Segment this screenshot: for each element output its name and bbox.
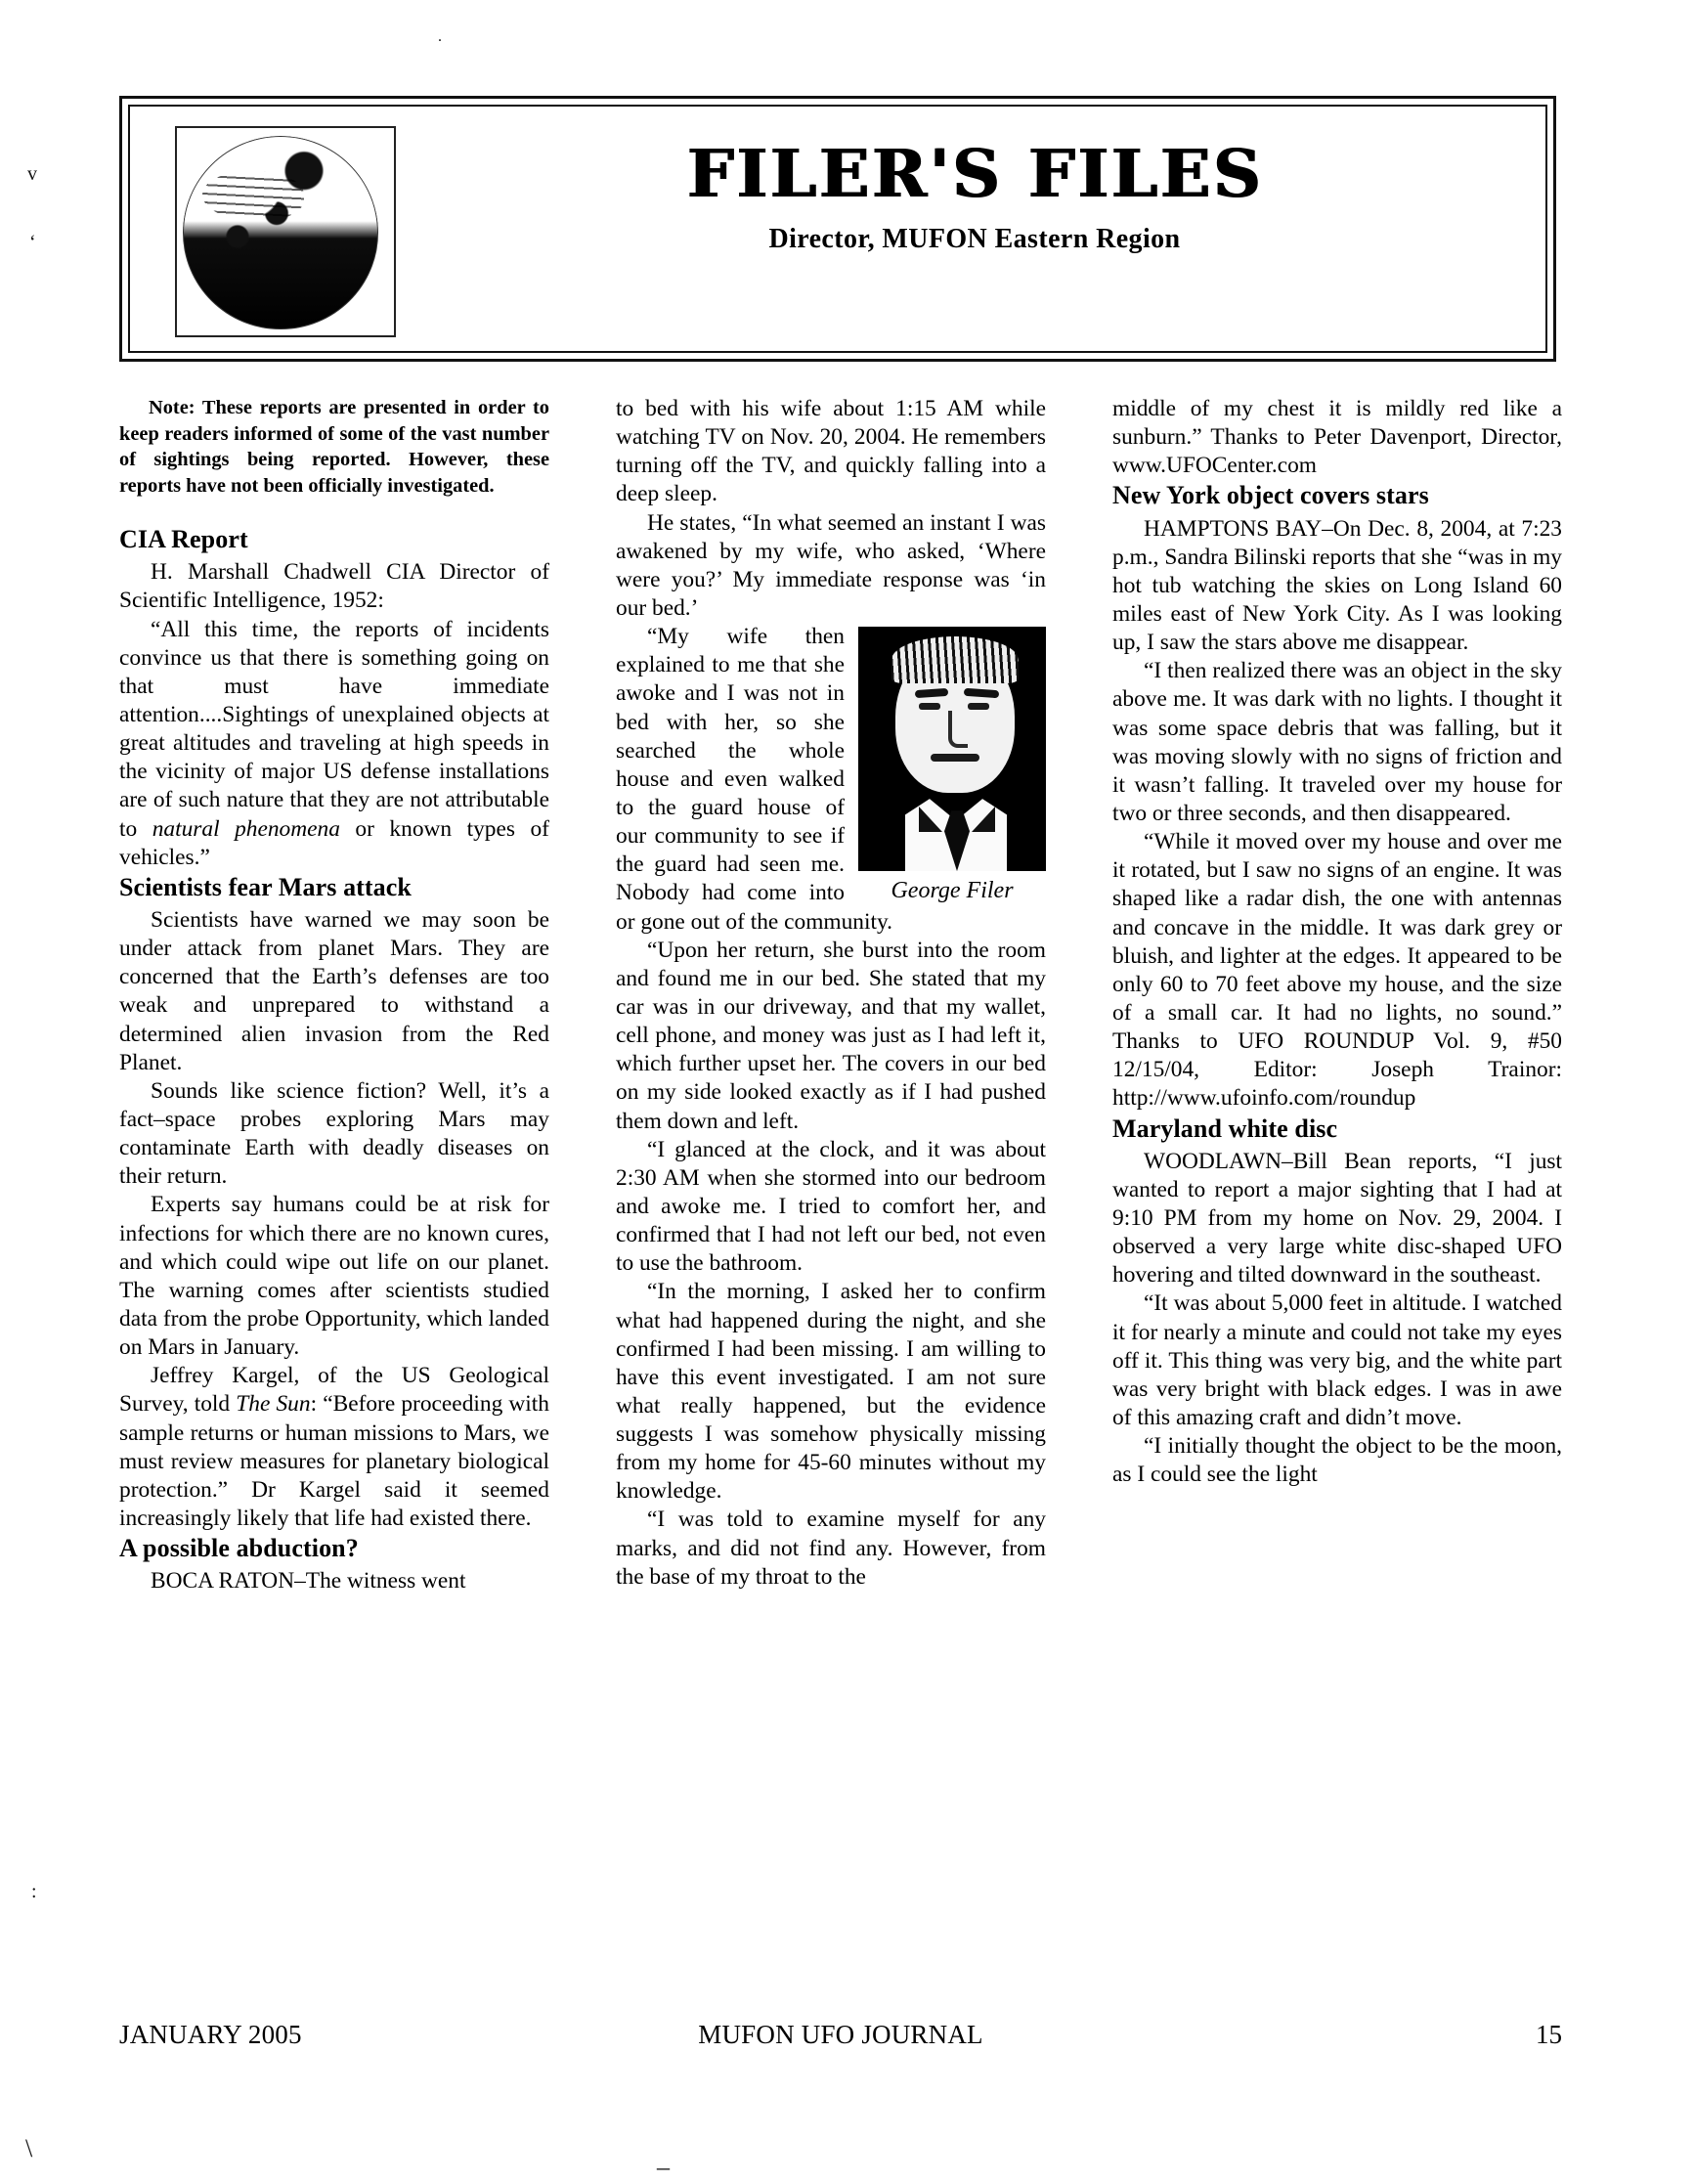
title-block — [423, 135, 1526, 255]
paragraph: H. Marshall Chadwell CIA Director of Scientific Intelligence, 1952: — [119, 559, 549, 614]
photo-collar-right — [972, 807, 995, 832]
paragraph: “My wife then explained to me that she awoke and I was not in bed with her, so she searched the whole house and even walked to the guard house of our community to see if the guard had seen me. Nobody had come into or gone out of the community. — [616, 624, 893, 935]
photo-mouth — [931, 754, 979, 762]
globe-icon — [183, 136, 378, 329]
figure-caption: George Filer — [891, 878, 1014, 904]
paragraph: “I was told to examine myself for any marks, and did not find any. However, from the base of my throat to the — [616, 1507, 1046, 1590]
figure-george-filer — [858, 627, 1046, 905]
portrait-photo — [858, 627, 1046, 871]
paragraph: “I initially thought the object to be the moon, as I could see the light — [1112, 1433, 1562, 1488]
article-columns — [119, 395, 1562, 1998]
photo-collar-left — [919, 807, 942, 832]
scan-artifact: ʻ — [29, 232, 36, 253]
paragraph: “In the morning, I asked her to confirm what had happened during the night, and she confirmed I had been missing. I am willing to have this event investigated. I am not sure what really happened, but the evidence suggests I was somehow physically missing from my home for 45-60 minutes without my knowledge. — [616, 1279, 1046, 1505]
paragraph: Sounds like science fiction? Well, it’s a fact–space probes exploring Mars may contaminate Earth with deadly diseases on their return. — [119, 1077, 549, 1190]
photo-nose — [948, 711, 968, 748]
photo-hair — [891, 636, 1019, 683]
mufon-globe-logo — [175, 126, 396, 337]
paragraph: BOCA RATON–The witness went — [151, 1568, 466, 1594]
emphasized-phrase: The Sun — [236, 1391, 311, 1418]
paragraph: to bed with his wife about 1:15 AM while watching TV on Nov. 20, 2004. He remembers turning off the TV, and quickly falling into a deep sleep. — [616, 396, 1046, 507]
masthead — [119, 96, 1556, 362]
footer-issue-date: JANUARY 2005 — [119, 2020, 302, 2049]
paragraph: Experts say humans could be at risk for infections for which there are no known cures, and which could wipe out life on our planet. The warning comes after scientists studied data from the probe Opportunity, which landed on Mars in January. — [119, 1192, 549, 1361]
column-middle — [616, 395, 1046, 1998]
column-left — [119, 395, 549, 1998]
paragraph: Jeffrey Kargel, of the US Geological Survey, told The Sun: “Before proceeding with sample returns or human missions to Mars, we must review measures for planetary biological protection.” Dr Kargel said it seemed increasingly likely that life had existed there. — [119, 1363, 549, 1531]
footer-publication-name: MUFON UFO JOURNAL — [698, 2020, 983, 2049]
masthead-inner-border — [128, 105, 1547, 353]
paragraph: “I then realized there was an object in the sky above me. It was dark with no lights. I thought it was some space debris that was falling, but it was moving slowly with no signs of friction and it wasn’t falling. It traveled over my house for two or three seconds, and then disappeared. — [1112, 658, 1562, 827]
paragraph: “It was about 5,000 feet in altitude. I watched it for nearly a minute and could not take my eyes off it. This thing was very big, and the white part was very bright with black edges. I was in awe of this amazing craft and didn’t move. — [1112, 1290, 1562, 1431]
paragraph: WOODLAWN–Bill Bean reports, “I just wanted to report a major sighting that I had at 9:10 PM from my home on Nov. 29, 2004. I observed a very large white disc-shaped UFO hovering and tilted downward in the southeast. — [1112, 1148, 1562, 1289]
column-right — [1112, 395, 1562, 1998]
scan-artifact: : — [31, 1881, 37, 1902]
paragraph: “Upon her return, she burst into the room and found me in our bed. She stated that my car was in our driveway, and that my wallet, cell phone, and money was just as I had left it, which further upset her. The covers in our bed on my side looked exactly as if I had pushed them down and left. — [616, 937, 1046, 1134]
photo-eye-left — [919, 703, 940, 710]
section-heading-mars-attack: Scientists fear Mars attack — [119, 872, 412, 901]
paragraph: He states, “In what seemed an instant I was awakened by my wife, who asked, ‘Where were you?’ My immediate response was ‘in our bed.’ — [616, 509, 1046, 621]
emphasized-phrase: natural phenomena — [152, 815, 340, 842]
paragraph: “I glanced at the clock, and it was about 2:30 AM when she stormed into our bedroom and awoke me. I tried to comfort her, and confirmed that I had not left our bed, not even to use the bathroom. — [616, 1136, 1046, 1277]
editors-note: Note: These reports are presented in order to keep readers informed of some of the vast number of sightings being reported. However, these reports have not been officially investigated. — [119, 397, 549, 497]
section-heading-new-york-object: New York object covers stars — [1112, 481, 1429, 510]
paragraph: “All this time, the reports of incidents convince us that there is something going on that must have immediate attention....Sightings of unexplained objects at great altitudes and traveling at high speeds in the vicinity of major US defense installations are of such nature that they are not attributable to natural phenomena or known types of vehicles.” — [119, 616, 549, 870]
section-heading-possible-abduction: A possible abduction? — [119, 1534, 359, 1563]
page-title: FILER'S FILES — [686, 135, 1263, 212]
paragraph: HAMPTONS BAY–On Dec. 8, 2004, at 7:23 p.m., Sandra Bilinski reports that she “was in my hot tub watching the skies on Long Island 60 miles east of New York City. As I was looking up, I saw the stars above me disappear. — [1112, 515, 1562, 656]
footer-page-number: 15 — [1536, 2020, 1562, 2049]
scan-artifact: _ — [657, 2144, 670, 2172]
paragraph: middle of my chest it is mildly red like a sunburn.” Thanks to Peter Davenport, Director, www.UFOCenter.com — [1112, 396, 1562, 479]
section-heading-maryland-white-disc: Maryland white disc — [1112, 1114, 1338, 1143]
section-heading-cia-report: CIA Report — [119, 525, 248, 554]
page-footer — [119, 2020, 1562, 2063]
page-subtitle: Director, MUFON Eastern Region — [768, 224, 1181, 255]
paragraph: Scientists have warned we may soon be under attack from planet Mars. They are concerned that the Earth’s defenses are too weak and unprepared to withstand a determined alien invasion from the Red Planet. — [119, 906, 549, 1075]
paragraph: “While it moved over my house and over me it rotated, but I saw no signs of an engine. It was shaped like a radar dish, the one with antennas and concave in the middle. It was dark grey or bluish, and lighter at the edges. It appeared to be only 60 to 70 feet above my house, and the size of a small car. It had no lights, no sound.” Thanks to UFO ROUNDUP Vol. 9, #50 12/15/04, Editor: Joseph Trainor: http://www.ufoinfo.com/roundup — [1112, 829, 1562, 1112]
scan-artifact: . — [438, 28, 442, 45]
scan-artifact: v — [27, 163, 37, 185]
scan-artifact: \ — [25, 2134, 33, 2162]
photo-eye-right — [968, 703, 989, 710]
